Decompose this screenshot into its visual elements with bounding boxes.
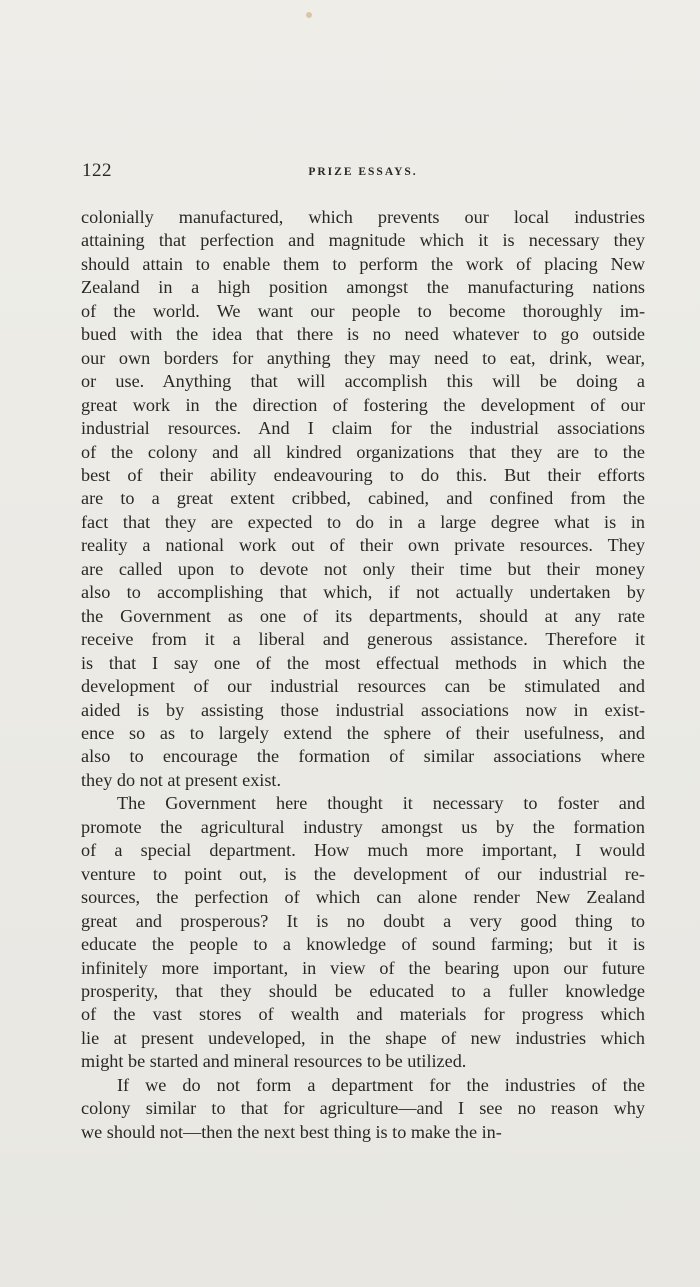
text-line: great work in the direction of fostering the development of our	[81, 394, 645, 415]
text-line: might be started and mineral resources to be utilized.	[81, 1051, 467, 1072]
text-line: educate the people to a knowledge of sound farming; but it is	[81, 934, 645, 955]
text-line: of a special department. How much more important, I would	[81, 840, 645, 861]
text-line: fact that they are expected to do in a large degree what is in	[81, 511, 645, 532]
text-line: the Government as one of its departments, should at any rate	[81, 605, 645, 626]
text-line: are to a great extent cribbed, cabined, and confined from the	[81, 488, 645, 509]
text-line: great and prosperous? It is no doubt a very good thing to	[81, 910, 645, 931]
text-line: our own borders for anything they may need to eat, drink, wear,	[81, 347, 645, 368]
body-text	[81, 206, 645, 1144]
text-line: also to accomplishing that which, if not actually undertaken by	[81, 582, 645, 603]
text-line: should attain to enable them to perform the work of placing New	[81, 253, 645, 274]
text-line: industrial resources. And I claim for the industrial associations	[81, 418, 645, 439]
text-line: aided is by assisting those industrial associations now in exist-	[81, 699, 645, 720]
text-line: colony similar to that for agriculture—and I see no reason why	[81, 1098, 645, 1119]
text-line: attaining that perfection and magnitude which it is necessary they	[81, 230, 645, 251]
page-header	[82, 158, 644, 188]
text-line: is that I say one of the most effectual methods in which the	[81, 652, 645, 673]
text-line: sources, the perfection of which can alone render New Zealand	[81, 887, 645, 908]
text-line: reality a national work out of their own private resources. They	[81, 535, 645, 556]
paragraph	[81, 206, 645, 792]
text-line: lie at present undeveloped, in the shape of new industries which	[81, 1027, 645, 1048]
text-line: of the vast stores of wealth and materials for progress which	[81, 1004, 645, 1025]
text-line: Zealand in a high position amongst the manufacturing nations	[81, 277, 645, 298]
text-line: venture to point out, is the development of our industrial re-	[81, 863, 645, 884]
text-line: or use. Anything that will accomplish this will be doing a	[81, 371, 645, 392]
text-line: colonially manufactured, which prevents our local industries	[81, 207, 645, 227]
page-number: 122	[82, 160, 112, 181]
text-line: ence so as to largely extend the sphere of their usefulness, and	[81, 722, 645, 743]
text-line: they do not at present exist.	[81, 769, 282, 790]
text-line: of the world. We want our people to become thoroughly im-	[81, 300, 645, 321]
text-line: best of their ability endeavouring to do this. But their efforts	[81, 464, 645, 485]
text-line: If we do not form a department for the industries of the	[117, 1074, 645, 1095]
text-line: receive from it a liberal and generous assistance. Therefore it	[81, 629, 645, 650]
running-head: PRIZE ESSAYS.	[308, 166, 418, 178]
text-line: also to encourage the formation of similar associations where	[81, 746, 645, 767]
page-blemish	[306, 12, 312, 18]
text-line: are called upon to devote not only their time but their money	[81, 558, 645, 579]
text-line: we should not—then the next best thing is to make the in-	[81, 1121, 502, 1142]
text-line: infinitely more important, in view of the bearing upon our future	[81, 957, 645, 978]
paragraph	[81, 1074, 645, 1144]
text-line: promote the agricultural industry amongst us by the formation	[81, 816, 645, 837]
text-line: prosperity, that they should be educated to a fuller knowledge	[81, 980, 645, 1001]
text-line: development of our industrial resources can be stimulated and	[81, 676, 645, 697]
text-line: of the colony and all kindred organizations that they are to the	[81, 441, 645, 462]
text-line: bued with the idea that there is no need whatever to go outside	[81, 324, 645, 345]
paragraph	[81, 792, 645, 1073]
text-line: The Government here thought it necessary to foster and	[117, 793, 645, 814]
